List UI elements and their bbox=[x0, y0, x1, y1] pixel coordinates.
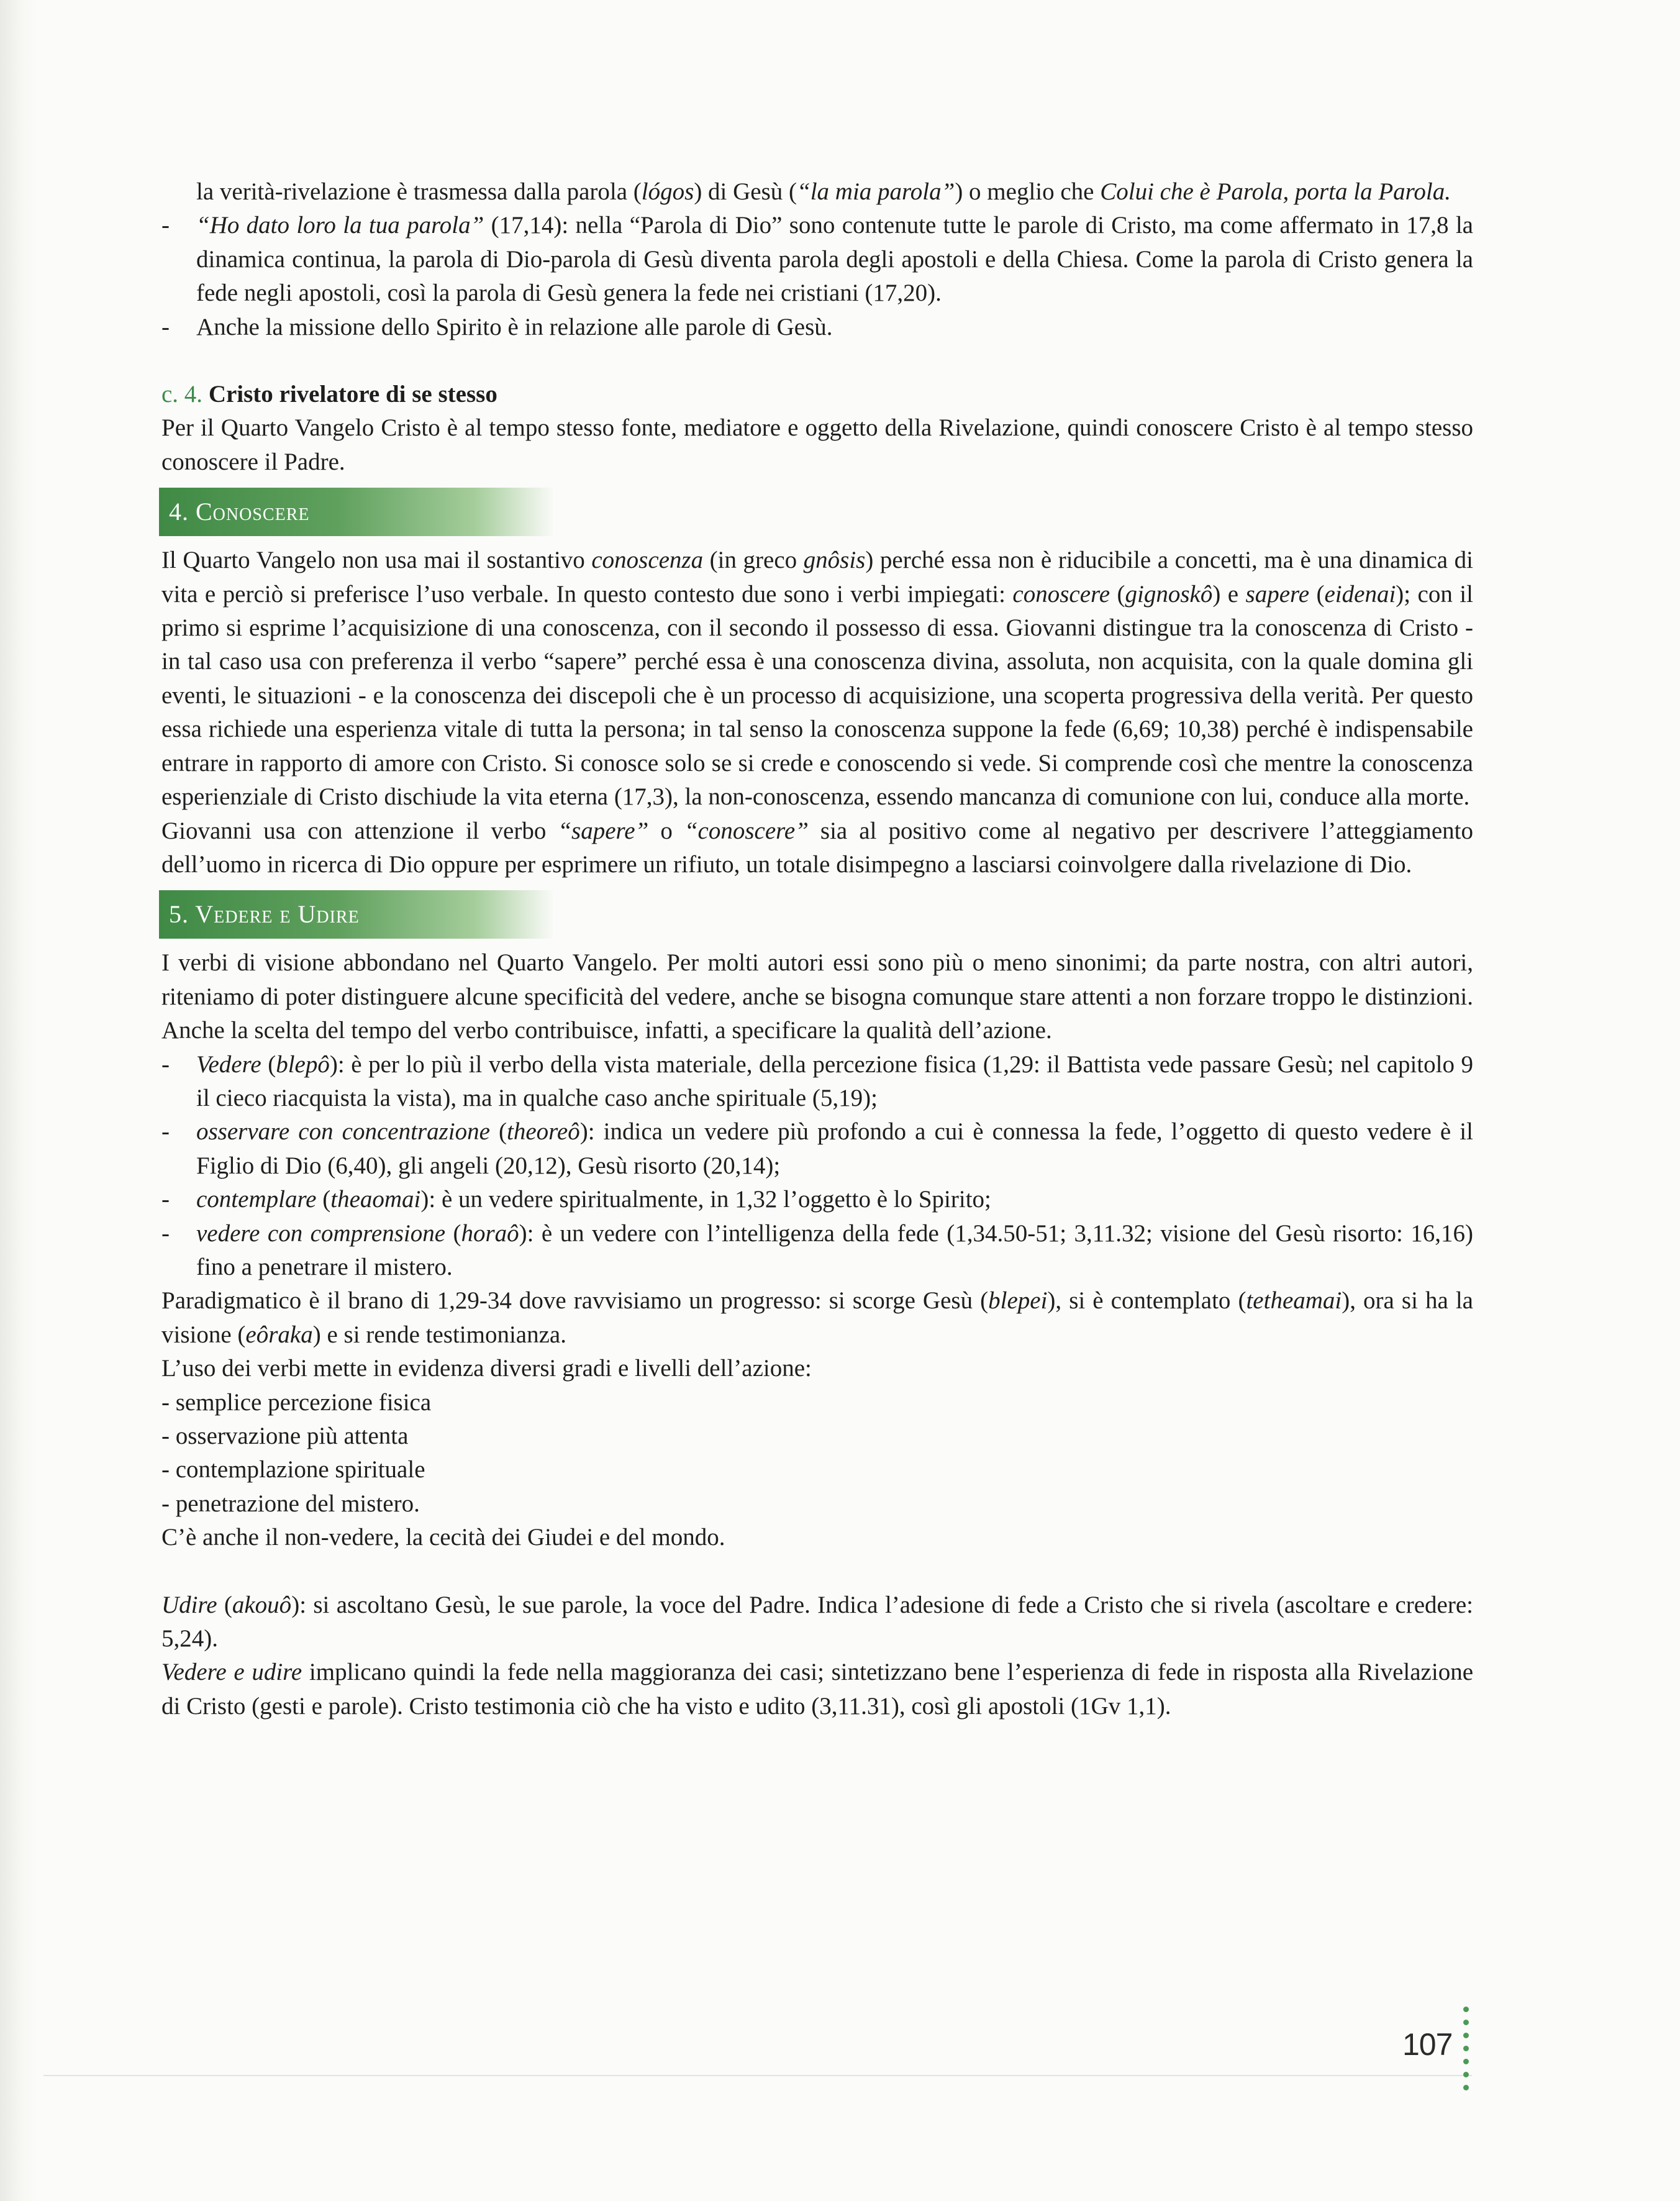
page-number: 107 bbox=[1402, 2027, 1453, 2062]
list-item: - penetrazione del mistero. bbox=[161, 1490, 420, 1517]
paragraph: Vedere e udire implicano quindi la fede nella maggioranza dei casi; sintetizzano bene l’esperienza di fede in risposta alla Rivelazione di Cristo (gesti e parole). Cristo testimonia ciò che ha visto e udito (3,11.31), così gli apostoli (1Gv 1,1). bbox=[161, 1659, 1474, 1720]
paragraph: Paradigmatico è il brano di 1,29-34 dove ravvisiamo un progresso: si scorge Gesù (blepei), si è contemplato (tetheamai), ora si ha la visione (eôraka) e si rende testimonianza. bbox=[161, 1287, 1473, 1348]
paragraph: I verbi di visione abbondano nel Quarto Vangelo. Per molti autori essi sono più o meno sinonimi; da parte nostra, con altri autori, riteniamo di poter distinguere alcune specificità del vedere, anche se bisogna comunque stare attenti a non forzare troppo le distinzioni. Anche la scelta del tempo del verbo contribuisce, infatti, a specificare la qualità dell’azione. bbox=[161, 949, 1473, 1044]
list-item: - Anche la missione dello Spirito è in relazione alle parole di Gesù. bbox=[161, 313, 833, 340]
page-fold-shadow bbox=[0, 0, 37, 2201]
paragraph: Udire (akouô): si ascoltano Gesù, le sue parole, la voce del Padre. Indica l’adesione di fede a Cristo che si rivela (ascoltare e credere: 5,24). bbox=[161, 1591, 1473, 1652]
paragraph: C’è anche il non-vedere, la cecità dei Giudei e del mondo. bbox=[161, 1524, 725, 1551]
list-item: - contemplare (theaomai): è un vedere spiritualmente, in 1,32 l’oggetto è lo Spirito; bbox=[161, 1186, 991, 1213]
list-item: - osservare con concentrazione (theoreô): indica un vedere più profondo a cui è connessa la fede, l’oggetto di questo vedere è il Figlio di Dio (6,40), gli angeli (20,12), Gesù risorto (20,14); bbox=[161, 1118, 1473, 1179]
list-item: - osservazione più attenta bbox=[161, 1423, 409, 1449]
body-text bbox=[161, 175, 1473, 1723]
subsection-paragraph: Per il Quarto Vangelo Cristo è al tempo stesso fonte, mediatore e oggetto della Rivelazione, quindi conoscere Cristo è al tempo stesso conoscere il Padre. bbox=[161, 414, 1473, 475]
intro-paragraph: la verità-rivelazione è trasmessa dalla parola (lógos) di Gesù (“la mia parola”) o meglio che Colui che è Parola, porta la Parola. bbox=[196, 178, 1451, 205]
paragraph: L’uso dei verbi mette in evidenza diversi gradi e livelli dell’azione: bbox=[161, 1355, 812, 1382]
section-heading-conoscere: 4. Conoscere bbox=[159, 488, 554, 536]
list-item: - “Ho dato loro la tua parola” (17,14): nella “Parola di Dio” sono contenute tutte le parole di Cristo, ma come affermato in 17,8 la dinamica continua, la parola di Dio-parola di Gesù diventa parola degli apostoli e della Chiesa. Come la parola di Cristo genera la fede negli apostoli, così la parola di Gesù genera la fede nei cristiani (17,20). bbox=[161, 212, 1473, 307]
list-item: - semplice percezione fisica bbox=[161, 1388, 432, 1416]
list-item: - vedere con comprensione (horaô): è un vedere con l’intelligenza della fede (1,34.50-51; 3,11.32; visione del Gesù risorto: 16,16) fino a penetrare il mistero. bbox=[161, 1219, 1473, 1280]
page-fold-line bbox=[43, 2075, 1472, 2076]
paragraph: Giovanni usa con attenzione il verbo “sapere” o “conoscere” sia al positivo come al negativo per descrivere l’atteggiamento dell’uomo in ricerca di Dio oppure per esprimere un rifiuto, un totale disimpegno a lasciarsi coinvolgere dalla rivelazione di Dio. bbox=[161, 817, 1473, 878]
paragraph: Il Quarto Vangelo non usa mai il sostantivo conoscenza (in greco gnôsis) perché essa non è riducibile a concetti, ma è una dinamica di vita e perciò si preferisce l’uso verbale. In questo contesto due sono i verbi impiegati: conoscere (gignoskô) e sapere (eidenai); con il primo si esprime l’acquisizione di una conoscenza, con il secondo il possesso di essa. Giovanni distingue tra la conoscenza di Cristo - in tal caso usa con preferenza il verbo “sapere” perché essa è una conoscenza divina, assoluta, non acquisita, con la quale domina gli eventi, le situazioni - e la conoscenza dei discepoli che è un processo di acquisizione, una scoperta progressiva della verità. Per questo essa richiede una esperienza vitale di tutta la persona; in tal senso la conoscenza suppone la fede (6,69; 10,38) perché è indispensabile entrare in rapporto di amore con Cristo. Si conosce solo se si crede e conoscendo si vede. Si comprende così che mentre la conoscenza esperienziale di Cristo dischiude la vita eterna (17,3), la non-conoscenza, essendo mancanza di comunione con lui, conduce alla morte. bbox=[161, 547, 1473, 811]
list-item: - contemplazione spirituale bbox=[161, 1456, 425, 1483]
list-item: - Vedere (blepô): è per lo più il verbo della vista materiale, della percezione fisica (1,29: il Battista vede passare Gesù; nel capitolo 9 il cieco riacquista la vista), ma in qualche caso anche spirituale (5,19); bbox=[161, 1050, 1473, 1111]
decorative-dots bbox=[1463, 2007, 1469, 2098]
section-heading-vedere-udire: 5. Vedere e Udire bbox=[159, 890, 554, 939]
subsection-heading: c. 4. Cristo rivelatore di se stesso bbox=[161, 381, 497, 408]
